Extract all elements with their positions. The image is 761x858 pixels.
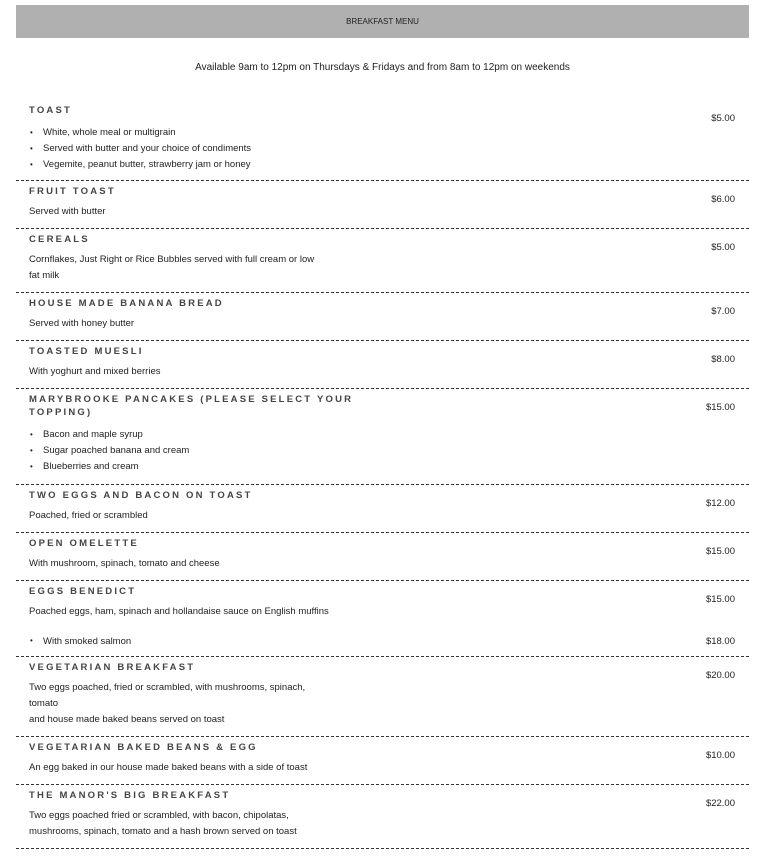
option-bullet: • Bacon and maple syrup [29, 427, 369, 443]
menu-item [16, 581, 749, 657]
menu-item [16, 389, 749, 485]
description-line: Two eggs poached fried or scrambled, with bacon, chipolatas, [29, 810, 289, 821]
description-line: Poached eggs, ham, spinach and hollandaise sauce on English muffins [29, 606, 329, 617]
option-bullet: • Vegemite, peanut butter, strawberry jam or honey [29, 157, 369, 173]
item-description [29, 508, 369, 524]
description-line: Served with butter [29, 206, 106, 217]
menu-item [16, 785, 749, 849]
item-price: $8.00 [711, 354, 735, 365]
item-details [29, 789, 369, 840]
menu-item [16, 533, 749, 581]
extra-option-price: $18.00 [705, 636, 735, 647]
item-name: MARYBROOKE PANCAKES (PLEASE SELECT YOUR TOPPING) [29, 394, 354, 418]
item-description [29, 556, 369, 572]
item-price: $10.00 [705, 750, 735, 761]
menu-item [16, 100, 749, 181]
item-description [29, 808, 369, 840]
description-line: With yoghurt and mixed berries [29, 366, 161, 377]
item-details [29, 489, 369, 524]
description-line: tomato [29, 698, 59, 709]
item-name: VEGETARIAN BAKED BEANS & EGG [29, 742, 258, 753]
menu-item [16, 181, 749, 229]
menu-title: BREAKFAST MENU [346, 17, 419, 26]
item-name: FRUIT TOAST [29, 186, 116, 197]
item-details [29, 297, 369, 332]
menu-item [16, 341, 749, 389]
description-line: An egg baked in our house made baked beans with a side of toast [29, 762, 308, 773]
item-price: $22.00 [705, 798, 735, 809]
item-options [29, 427, 369, 475]
description-line: Served with honey butter [29, 318, 135, 329]
item-details [29, 585, 369, 620]
item-name: TWO EGGS AND BACON ON TOAST [29, 490, 253, 501]
item-price: $15.00 [705, 402, 735, 413]
item-options [29, 125, 369, 173]
item-name: EGGS BENEDICT [29, 586, 137, 597]
option-bullet: • Sugar poached banana and cream [29, 443, 369, 459]
item-description [29, 680, 369, 728]
item-name: OPEN OMELETTE [29, 538, 139, 549]
item-price: $12.00 [705, 498, 735, 509]
item-details [29, 185, 369, 220]
item-price: $15.00 [705, 546, 735, 557]
item-details [29, 233, 369, 284]
item-name: THE MANOR'S BIG BREAKFAST [29, 790, 231, 801]
item-description [29, 604, 369, 620]
item-details [29, 537, 369, 572]
item-details [29, 661, 369, 728]
description-line: fat milk [29, 270, 60, 281]
item-details [29, 345, 369, 380]
description-line: and house made baked beans served on toast [29, 714, 225, 725]
menu-item [16, 485, 749, 533]
menu-item [16, 657, 749, 737]
description-line: With mushroom, spinach, tomato and cheese [29, 558, 220, 569]
item-extra-option [29, 636, 735, 647]
item-price: $6.00 [711, 194, 735, 205]
option-bullet: • White, whole meal or multigrain [29, 125, 369, 141]
menu-header [16, 5, 749, 38]
item-description [29, 760, 369, 776]
item-price: $20.00 [705, 670, 735, 681]
item-description [29, 252, 369, 284]
item-description [29, 204, 369, 220]
menu-list [16, 100, 749, 849]
extra-option-label: • With smoked salmon [29, 636, 131, 647]
item-description [29, 316, 369, 332]
menu-item [16, 229, 749, 293]
item-name: HOUSE MADE BANANA BREAD [29, 298, 224, 309]
item-price: $5.00 [711, 113, 735, 124]
item-price: $7.00 [711, 306, 735, 317]
item-name: CEREALS [29, 234, 90, 245]
description-line: Poached, fried or scrambled [29, 510, 148, 521]
item-details [29, 104, 369, 173]
item-description [29, 364, 369, 380]
item-details [29, 393, 369, 475]
item-price: $15.00 [705, 594, 735, 605]
item-name: TOAST [29, 105, 73, 116]
availability-note: Available 9am to 12pm on Thursdays & Fridays and from 8am to 12pm on weekends [195, 62, 570, 73]
menu-item [16, 737, 749, 785]
description-line: Two eggs poached, fried or scrambled, with mushrooms, spinach, [29, 682, 306, 693]
menu-item [16, 293, 749, 341]
description-line: mushrooms, spinach, tomato and a hash brown served on toast [29, 826, 297, 837]
description-line: Cornflakes, Just Right or Rice Bubbles served with full cream or low [29, 254, 315, 265]
item-name: VEGETARIAN BREAKFAST [29, 662, 196, 673]
item-details [29, 741, 369, 776]
item-name: TOASTED MUESLI [29, 346, 144, 357]
option-bullet: • Blueberries and cream [29, 459, 369, 475]
item-price: $5.00 [711, 242, 735, 253]
option-bullet: • Served with butter and your choice of condiments [29, 141, 369, 157]
